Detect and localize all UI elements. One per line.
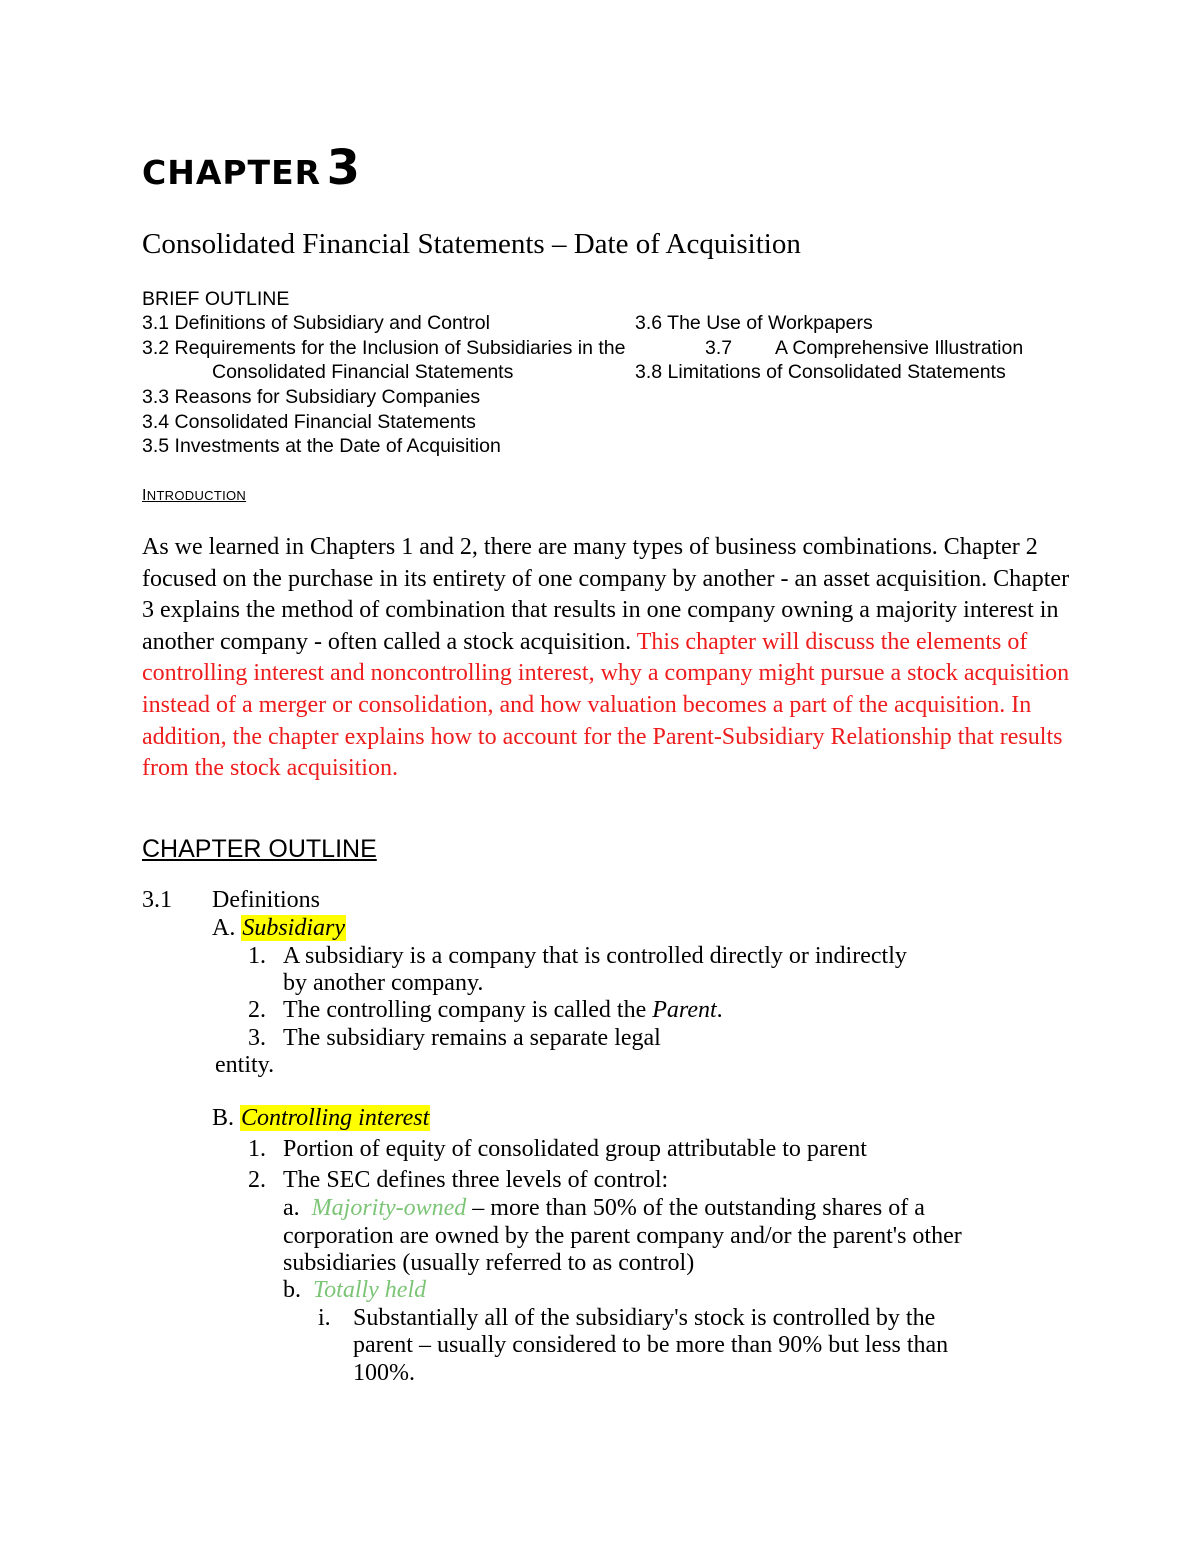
- chapter-title: Consolidated Financial Statements – Date of Acquisition: [142, 228, 801, 260]
- sub-item-b: [283, 1276, 426, 1304]
- brief-outline-item: 3.2 Requirements for the Inclusion of Subsidiaries in the: [142, 337, 626, 359]
- list-number: 2.: [248, 997, 266, 1023]
- introduction-highlighted-text: This chapter will discuss the elements of controlling interest and noncontrolling interest, why a company might pursue a stock acquisition instead of a merger or consolidation, and how valuation becomes a part of the acquisition. In addition, the chapter explains how to account for the Parent-Subsidiary Relationship that results from the stock acquisition.: [142, 628, 1070, 782]
- introduction-label: [142, 486, 246, 506]
- introduction-text: As we learned in Chapters 1 and 2, there are many types of business combinations. Chapter 2 focused on the purchase in its entirety of one company by another - an asset acquisition. Chapter 3 explains the method of combination that results in one company owning a majority interest in another company - often called a stock acquisition.: [142, 534, 1070, 655]
- brief-outline-item: 3.5 Investments at the Date of Acquisition: [142, 435, 501, 457]
- list-item-text: A subsidiary is a company that is controlled directly or indirectly: [283, 943, 907, 969]
- list-number: 1.: [248, 1136, 266, 1162]
- term-majority-owned: Majority-owned: [311, 1195, 467, 1221]
- outline-letter: B.: [212, 1105, 235, 1131]
- roman-item-text-continued: parent – usually considered to be more than 90% but less than: [353, 1332, 949, 1358]
- outline-letter: A.: [212, 915, 236, 941]
- outline-item-a: [212, 914, 346, 942]
- sub-item-letter: b.: [283, 1277, 301, 1303]
- introduction-paragraph: [142, 532, 1072, 785]
- roman-item-text: Substantially all of the subsidiary's stock is controlled by the: [353, 1305, 936, 1331]
- brief-outline-item: A Comprehensive Illustration: [775, 337, 1024, 359]
- list-number: 2.: [248, 1167, 266, 1193]
- roman-numeral: i.: [318, 1305, 331, 1331]
- list-item-text: The SEC defines three levels of control:: [283, 1167, 669, 1193]
- section-title: Definitions: [212, 887, 320, 913]
- list-item-text: [283, 996, 723, 1024]
- list-item-text-part: The controlling company is called the: [283, 997, 653, 1023]
- roman-item-text-continued: 100%.: [353, 1360, 415, 1386]
- chapter-number: 3: [326, 140, 361, 196]
- sub-item-text-continued: corporation are owned by the parent company and/or the parent's other: [283, 1223, 962, 1249]
- introduction-label-rest: NTRODUCTION: [146, 488, 247, 503]
- list-number: 3.: [248, 1025, 266, 1051]
- chapter-word: CHAPTER: [142, 153, 322, 192]
- term-totally-held: Totally held: [313, 1277, 427, 1303]
- brief-outline-item-number: 3.7: [705, 337, 733, 359]
- highlighted-term-subsidiary: Subsidiary: [242, 915, 346, 941]
- section-number: 3.1: [142, 887, 172, 913]
- sub-item-text: – more than 50% of the outstanding shares of a: [466, 1195, 925, 1221]
- brief-outline-item: 3.8 Limitations of Consolidated Statements: [635, 361, 1006, 383]
- introduction-label-initial: I: [142, 487, 147, 504]
- chapter-outline-heading: CHAPTER OUTLINE: [142, 835, 377, 863]
- brief-outline-item-continued: Consolidated Financial Statements: [212, 361, 514, 383]
- list-item-text: The subsidiary remains a separate legal: [283, 1025, 661, 1051]
- brief-outline-item: 3.3 Reasons for Subsidiary Companies: [142, 386, 481, 408]
- chapter-heading: [142, 138, 360, 209]
- sub-item-text-continued: subsidiaries (usually referred to as control): [283, 1250, 695, 1276]
- list-item-text-continued: by another company.: [283, 970, 484, 996]
- sub-item-a: [283, 1194, 925, 1222]
- brief-outline-item: 3.1 Definitions of Subsidiary and Control: [142, 312, 490, 334]
- brief-outline-item: 3.6 The Use of Workpapers: [635, 312, 873, 334]
- list-number: 1.: [248, 943, 266, 969]
- sub-item-letter: a.: [283, 1195, 300, 1221]
- term-parent: Parent: [652, 997, 717, 1023]
- brief-outline-heading: BRIEF OUTLINE: [142, 288, 290, 310]
- brief-outline-item: 3.4 Consolidated Financial Statements: [142, 411, 476, 433]
- list-item-text: Portion of equity of consolidated group attributable to parent: [283, 1136, 867, 1162]
- list-item-text-part: .: [716, 997, 723, 1023]
- list-item-text-continued: entity.: [215, 1052, 275, 1078]
- highlighted-term-controlling-interest: Controlling interest: [241, 1105, 430, 1131]
- outline-item-b: [212, 1104, 430, 1132]
